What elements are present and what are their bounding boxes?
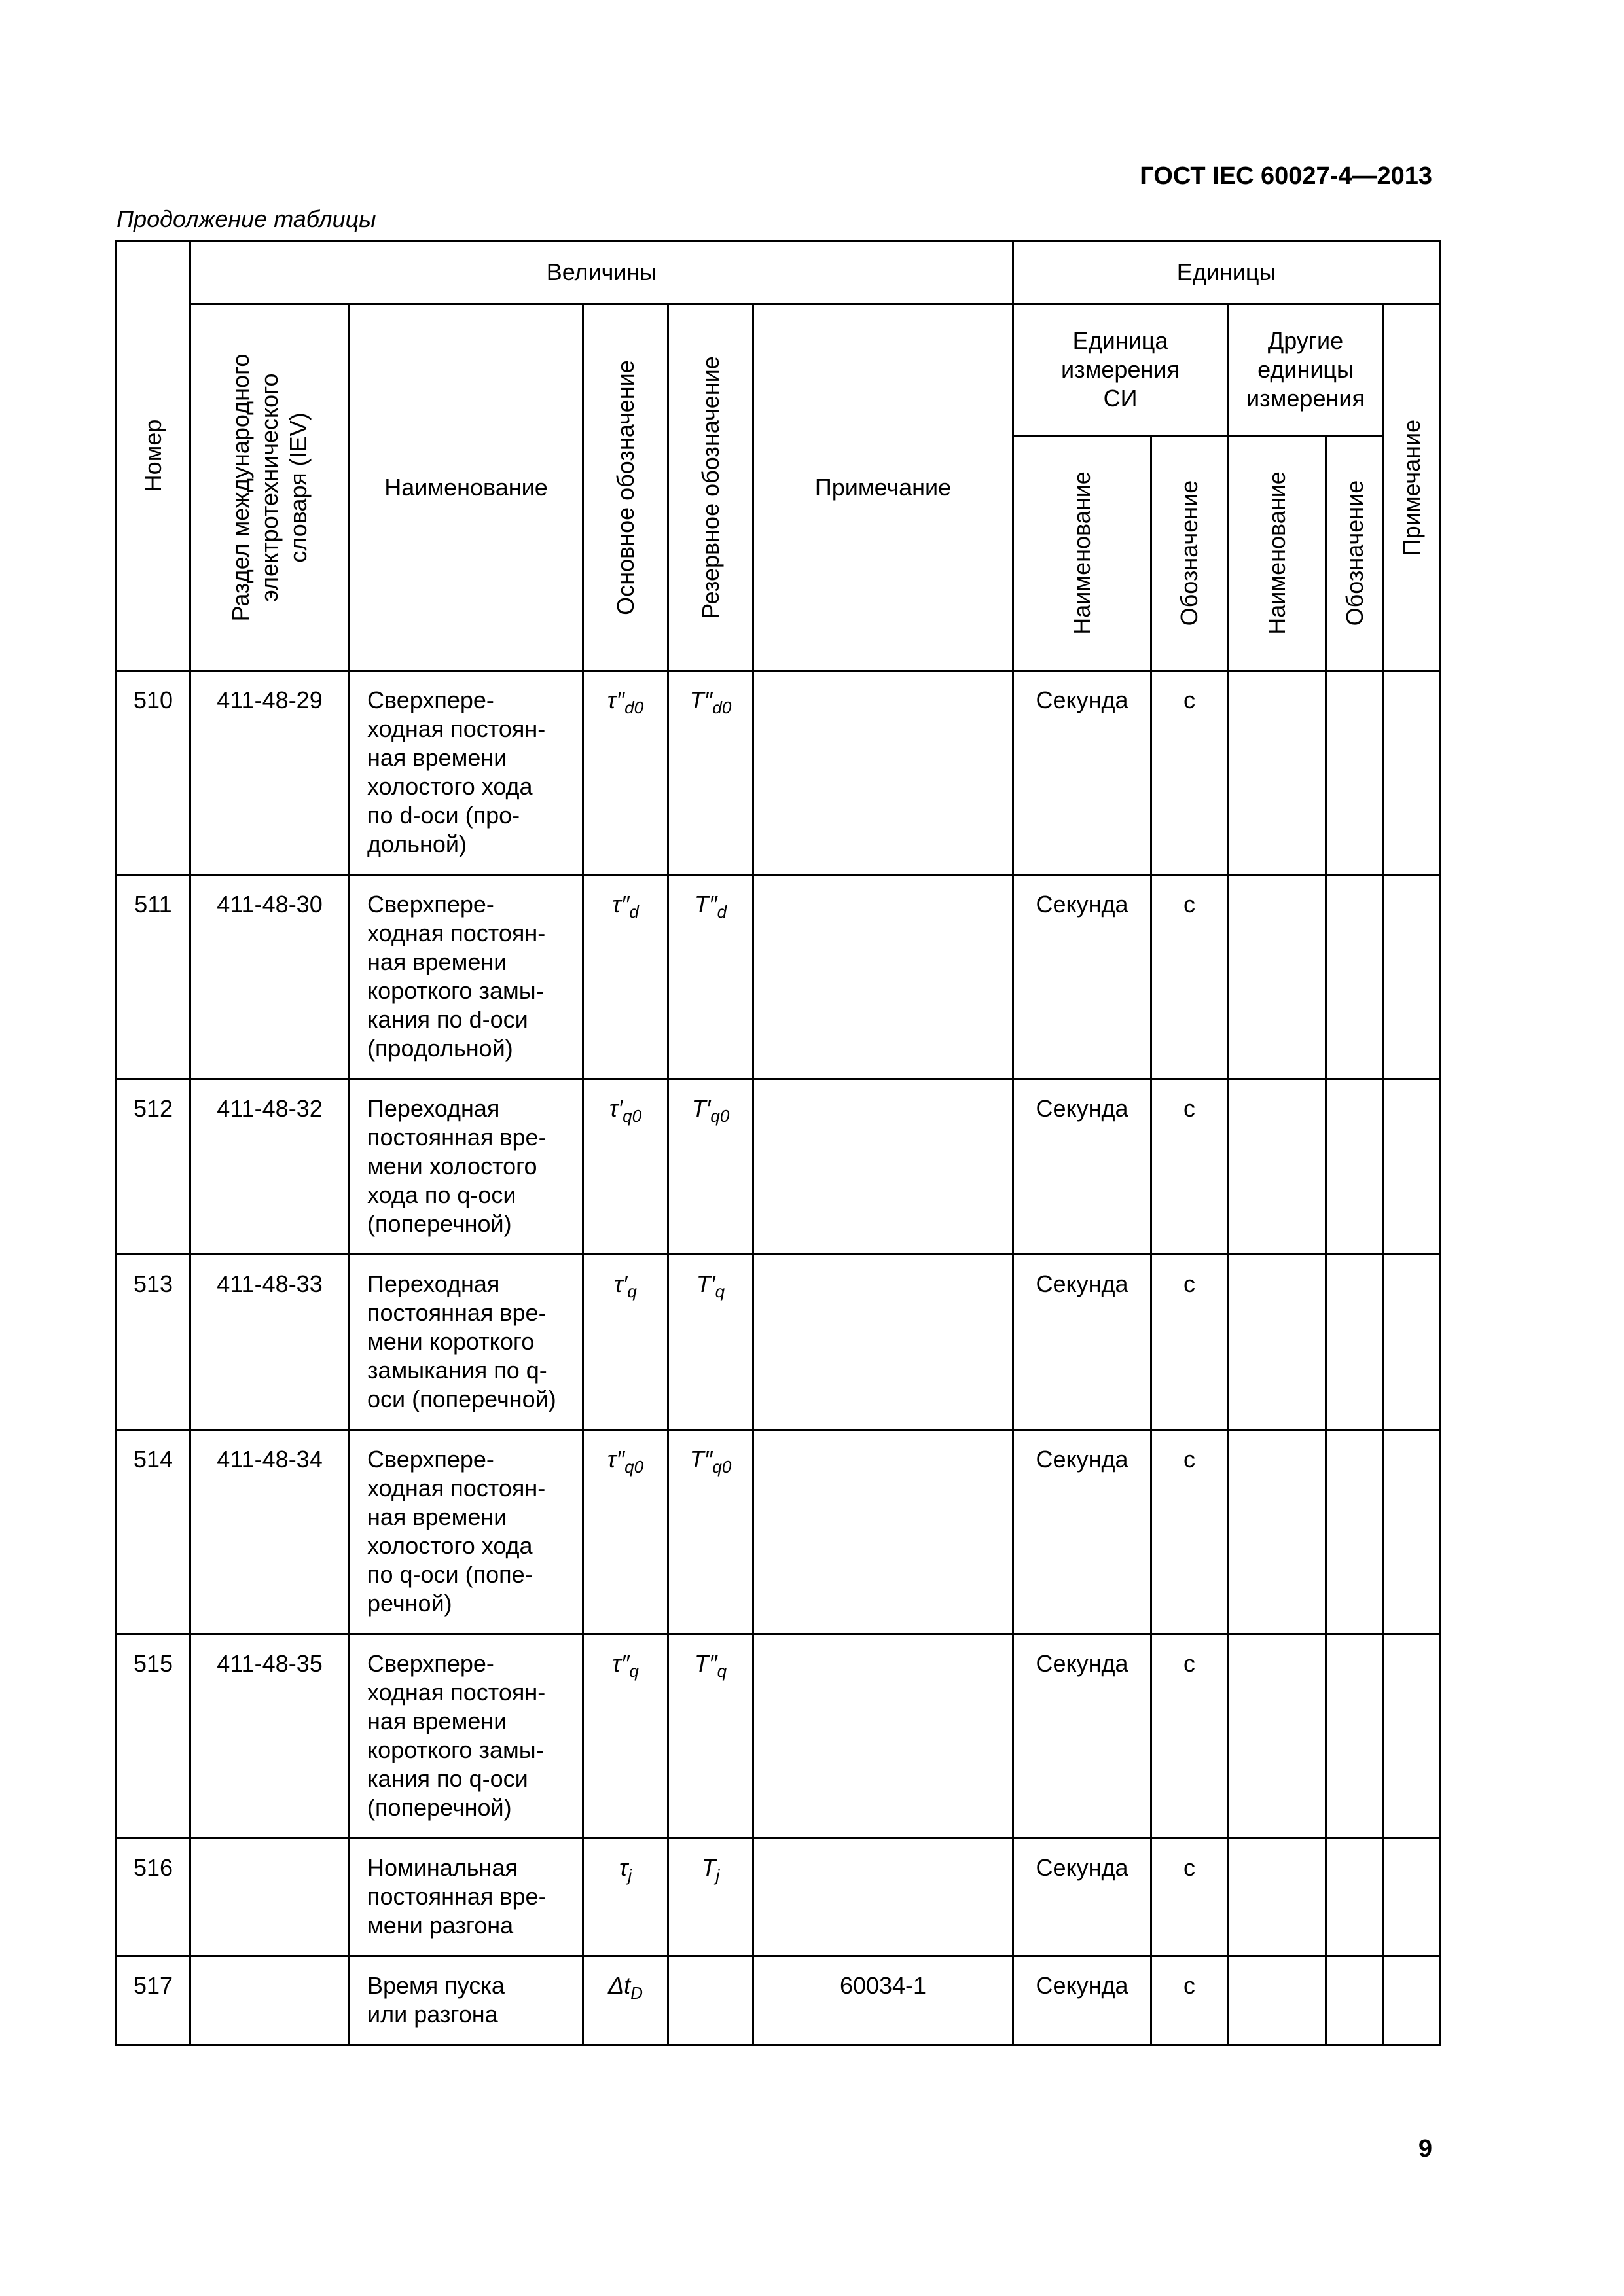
cell-number: 513: [117, 1255, 190, 1430]
cell-reserve-symbol: [668, 1255, 753, 1430]
cell-number: 516: [117, 1839, 190, 1956]
cell-iev-section: 411-48-29: [190, 671, 350, 875]
cell-note: [753, 875, 1013, 1079]
header-other-name: [1228, 436, 1326, 671]
name-line: Сверхпере-: [367, 1650, 494, 1677]
symbol-base: T″: [689, 687, 713, 713]
header-main-symbol: [583, 304, 668, 671]
header-reserve-symbol-label: Резервное обозначение: [696, 355, 724, 619]
name-line: Номинальная: [367, 1854, 518, 1881]
cell-iev-section: 411-48-35: [190, 1634, 350, 1839]
name-line: короткого замы-: [367, 1736, 544, 1763]
cell-other-symbol: [1326, 1079, 1384, 1255]
header-reserve-symbol: [668, 304, 753, 671]
cell-name: [350, 1956, 583, 2045]
cell-iev-section: [190, 1956, 350, 2045]
cell-units-note: [1384, 1430, 1440, 1634]
name-line: постоянная вре-: [367, 1124, 547, 1151]
cell-units-note: [1384, 1839, 1440, 1956]
symbol-subscript: q0: [624, 1457, 644, 1477]
quantities-table: [115, 240, 1441, 2046]
symbol-subscript: d0: [712, 698, 732, 717]
name-line: дольной): [367, 831, 467, 857]
header-units-note-label: Примечание: [1398, 419, 1425, 556]
header-si-symbol-label: Обозначение: [1176, 480, 1203, 626]
cell-si-name: Секунда: [1013, 1634, 1151, 1839]
header-si-symbol: [1151, 436, 1228, 671]
name-line: ная времени: [367, 1708, 507, 1734]
cell-units-note: [1384, 1255, 1440, 1430]
cell-iev-section: 411-48-30: [190, 875, 350, 1079]
cell-si-name: Секунда: [1013, 1255, 1151, 1430]
table-row: [117, 1839, 1440, 1956]
cell-other-name: [1228, 1839, 1326, 1956]
cell-si-symbol: с: [1151, 1430, 1228, 1634]
symbol-subscript: d: [717, 902, 727, 922]
cell-name: [350, 1839, 583, 1956]
cell-name: [350, 1079, 583, 1255]
header-units: Единицы: [1013, 241, 1440, 304]
header-other-symbol-label: Обозначение: [1341, 480, 1368, 626]
header-other-units: Другие единицы измерения: [1228, 304, 1384, 436]
name-line: Сверхпере-: [367, 891, 494, 918]
name-line: Переходная: [367, 1270, 500, 1297]
name-line: (поперечной): [367, 1794, 512, 1821]
header-quantities: Величины: [190, 241, 1013, 304]
cell-si-symbol: с: [1151, 1079, 1228, 1255]
cell-name: [350, 1634, 583, 1839]
name-line: мени холостого: [367, 1153, 537, 1179]
table-caption: Продолжение таблицы: [117, 206, 376, 232]
name-line: кания по q-оси: [367, 1765, 528, 1792]
cell-number: 514: [117, 1430, 190, 1634]
cell-iev-section: 411-48-32: [190, 1079, 350, 1255]
table-row: [117, 671, 1440, 875]
cell-note: [753, 1430, 1013, 1634]
name-line: кания по d-оси: [367, 1006, 528, 1033]
name-line: холостого хода: [367, 1532, 533, 1559]
cell-main-symbol: [583, 1255, 668, 1430]
cell-main-symbol: [583, 875, 668, 1079]
symbol-base: T′: [691, 1095, 711, 1122]
table-row: [117, 1255, 1440, 1430]
name-line: короткого замы-: [367, 977, 544, 1004]
cell-units-note: [1384, 1079, 1440, 1255]
name-line: хода по q-оси: [367, 1181, 516, 1208]
cell-iev-section: 411-48-33: [190, 1255, 350, 1430]
cell-number: 510: [117, 671, 190, 875]
header-note: Примечание: [753, 304, 1013, 671]
name-line: мени короткого: [367, 1328, 535, 1355]
cell-reserve-symbol: [668, 1956, 753, 2045]
header-si-name: [1013, 436, 1151, 671]
header-iev-section: [190, 304, 350, 671]
cell-si-symbol: с: [1151, 1956, 1228, 2045]
header-number: [117, 241, 190, 671]
cell-si-name: Секунда: [1013, 1839, 1151, 1956]
cell-note: [753, 1079, 1013, 1255]
table-row: [117, 1430, 1440, 1634]
cell-other-symbol: [1326, 875, 1384, 1079]
page-number: 9: [1418, 2135, 1432, 2162]
symbol-base: T: [701, 1854, 716, 1881]
cell-units-note: [1384, 875, 1440, 1079]
cell-note: [753, 1634, 1013, 1839]
symbol-base: τ′: [614, 1270, 628, 1297]
symbol-base: Δt: [608, 1972, 631, 1999]
symbol-base: τ″: [612, 1650, 630, 1677]
name-line: ходная постоян-: [367, 1679, 546, 1706]
document-code: ГОСТ IEC 60027-4—2013: [1140, 162, 1432, 190]
header-si-name-label: Наименование: [1068, 471, 1096, 635]
table-row: [117, 1634, 1440, 1839]
symbol-subscript: q: [717, 1661, 727, 1681]
cell-other-name: [1228, 1430, 1326, 1634]
symbol-subscript: q: [629, 1661, 639, 1681]
cell-note: [753, 1839, 1013, 1956]
symbol-base: τ′: [609, 1095, 623, 1122]
cell-units-note: [1384, 1956, 1440, 2045]
cell-units-note: [1384, 671, 1440, 875]
name-line: ходная постоян-: [367, 715, 546, 742]
cell-iev-section: [190, 1839, 350, 1956]
name-line: холостого хода: [367, 773, 533, 800]
cell-reserve-symbol: [668, 1430, 753, 1634]
name-line: Время пуска: [367, 1972, 505, 1999]
cell-main-symbol: [583, 1839, 668, 1956]
cell-units-note: [1384, 1634, 1440, 1839]
cell-si-symbol: с: [1151, 1255, 1228, 1430]
cell-note: [753, 671, 1013, 875]
cell-other-symbol: [1326, 671, 1384, 875]
header-units-note: [1384, 304, 1440, 671]
cell-name: [350, 875, 583, 1079]
name-line: ная времени: [367, 744, 507, 771]
table-row: [117, 1956, 1440, 2045]
symbol-subscript: q0: [623, 1106, 642, 1126]
cell-number: 512: [117, 1079, 190, 1255]
symbol-subscript: q: [627, 1282, 637, 1301]
cell-si-symbol: с: [1151, 1634, 1228, 1839]
cell-other-name: [1228, 875, 1326, 1079]
name-line: замыкания по q-: [367, 1357, 547, 1384]
cell-other-name: [1228, 1634, 1326, 1839]
cell-name: [350, 671, 583, 875]
cell-other-name: [1228, 671, 1326, 875]
cell-note: [753, 1255, 1013, 1430]
cell-main-symbol: [583, 671, 668, 875]
header-name: Наименование: [350, 304, 583, 671]
name-line: Сверхпере-: [367, 687, 494, 713]
cell-main-symbol: [583, 1430, 668, 1634]
cell-si-name: Секунда: [1013, 1956, 1151, 2045]
header-number-label: Номер: [139, 419, 166, 492]
cell-main-symbol: [583, 1956, 668, 2045]
symbol-base: τ: [619, 1854, 628, 1881]
cell-number: 515: [117, 1634, 190, 1839]
header-si-unit: Единица измерения СИ: [1013, 304, 1228, 436]
name-line: Переходная: [367, 1095, 500, 1122]
header-main-symbol-label: Основное обозначение: [611, 359, 639, 615]
cell-si-name: Секунда: [1013, 875, 1151, 1079]
name-line: речной): [367, 1590, 452, 1617]
symbol-base: T″: [694, 891, 717, 918]
cell-reserve-symbol: [668, 1634, 753, 1839]
cell-main-symbol: [583, 1079, 668, 1255]
name-line: оси (поперечной): [367, 1386, 556, 1412]
symbol-base: τ″: [612, 891, 630, 918]
symbol-base: τ″: [607, 1446, 625, 1473]
cell-other-name: [1228, 1956, 1326, 2045]
symbol-base: T″: [694, 1650, 717, 1677]
symbol-subscript: j: [628, 1865, 632, 1885]
name-line: или разгона: [367, 2001, 498, 2028]
table-row: [117, 875, 1440, 1079]
cell-other-symbol: [1326, 1255, 1384, 1430]
name-line: (поперечной): [367, 1210, 512, 1237]
symbol-subscript: q: [715, 1282, 725, 1301]
header-other-name-label: Наименование: [1263, 471, 1290, 635]
cell-number: 517: [117, 1956, 190, 2045]
cell-other-symbol: [1326, 1430, 1384, 1634]
symbol-subscript: d0: [624, 698, 644, 717]
header-iev-section-label: Раздел международного электротехнического словаря (IEV): [227, 353, 312, 621]
cell-other-symbol: [1326, 1956, 1384, 2045]
cell-reserve-symbol: [668, 1839, 753, 1956]
symbol-subscript: D: [630, 1983, 643, 2003]
name-line: постоянная вре-: [367, 1299, 547, 1326]
cell-note: 60034-1: [753, 1956, 1013, 2045]
name-line: по q-оси (попе-: [367, 1561, 533, 1588]
cell-other-name: [1228, 1255, 1326, 1430]
table-row: [117, 1079, 1440, 1255]
cell-si-name: Секунда: [1013, 1430, 1151, 1634]
symbol-base: T′: [696, 1270, 715, 1297]
cell-other-symbol: [1326, 1839, 1384, 1956]
cell-reserve-symbol: [668, 671, 753, 875]
cell-other-name: [1228, 1079, 1326, 1255]
name-line: ходная постоян-: [367, 920, 546, 946]
cell-reserve-symbol: [668, 1079, 753, 1255]
symbol-subscript: d: [629, 902, 639, 922]
cell-number: 511: [117, 875, 190, 1079]
cell-name: [350, 1430, 583, 1634]
name-line: ходная постоян-: [367, 1475, 546, 1501]
name-line: ная времени: [367, 1503, 507, 1530]
name-line: ная времени: [367, 948, 507, 975]
cell-main-symbol: [583, 1634, 668, 1839]
symbol-base: T″: [689, 1446, 713, 1473]
cell-si-symbol: с: [1151, 875, 1228, 1079]
symbol-base: τ″: [607, 687, 625, 713]
cell-si-name: Секунда: [1013, 1079, 1151, 1255]
cell-si-symbol: с: [1151, 671, 1228, 875]
cell-iev-section: 411-48-34: [190, 1430, 350, 1634]
symbol-subscript: q0: [710, 1106, 730, 1126]
symbol-subscript: j: [715, 1865, 720, 1885]
name-line: Сверхпере-: [367, 1446, 494, 1473]
cell-si-symbol: с: [1151, 1839, 1228, 1956]
name-line: мени разгона: [367, 1912, 514, 1939]
name-line: (продольной): [367, 1035, 513, 1062]
table-body: [117, 671, 1440, 2045]
cell-other-symbol: [1326, 1634, 1384, 1839]
symbol-subscript: q0: [712, 1457, 732, 1477]
name-line: постоянная вре-: [367, 1883, 547, 1910]
cell-reserve-symbol: [668, 875, 753, 1079]
cell-name: [350, 1255, 583, 1430]
cell-si-name: Секунда: [1013, 671, 1151, 875]
header-other-symbol: [1326, 436, 1384, 671]
name-line: по d-оси (про-: [367, 802, 520, 829]
